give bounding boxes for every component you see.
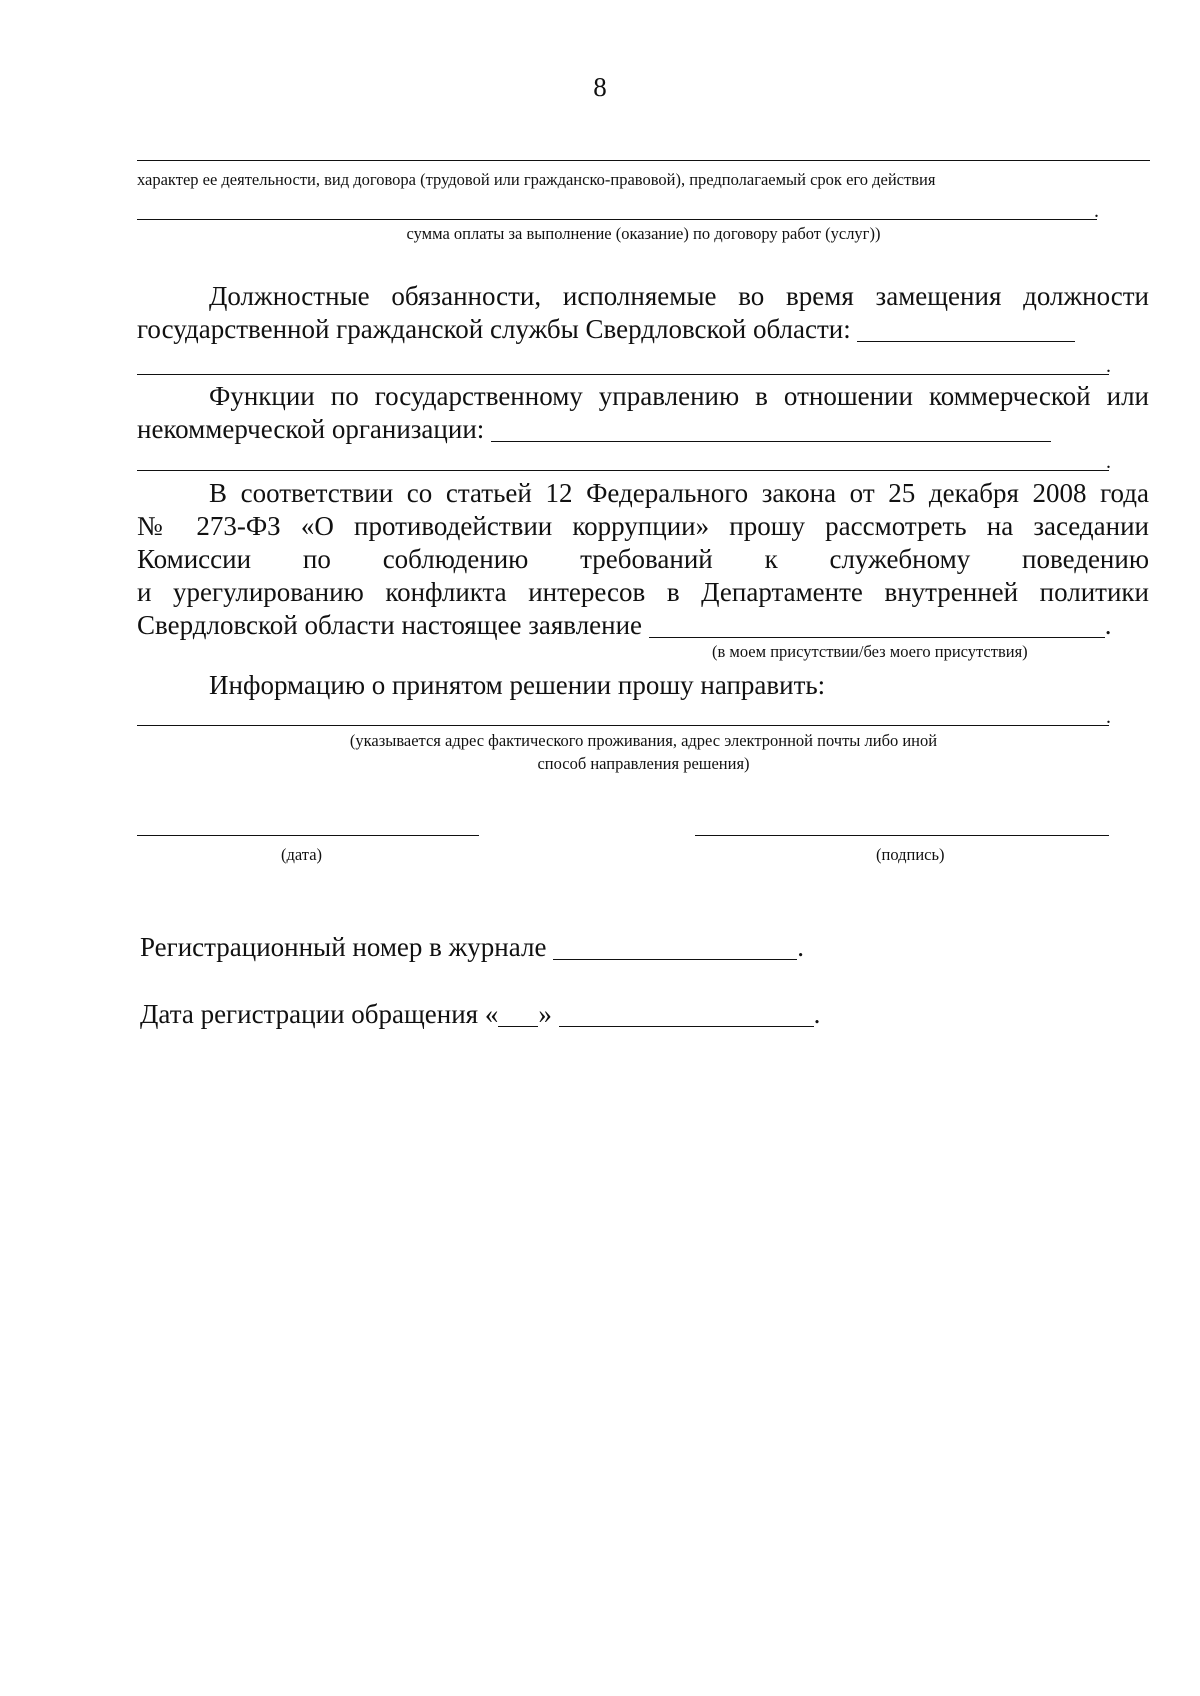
period-mark: . <box>1094 200 1099 222</box>
registration-date-blank <box>559 1002 814 1027</box>
signature-blank-line <box>695 835 1109 836</box>
info-line: Информацию о принятом решении прошу направить: <box>209 670 826 700</box>
functions-line-1: Функции по государственному управлению в отношении коммерческой или <box>209 381 1149 411</box>
presence-blank <box>649 613 1105 638</box>
request-line-3: Комиссии по соблюдению требований к служебному поведению <box>137 544 1149 574</box>
caption-signature: (подпись) <box>876 845 945 864</box>
functions-blank <box>491 417 1051 442</box>
functions-line-2: некоммерческой организации: <box>137 413 1051 446</box>
registration-number-blank <box>553 935 797 960</box>
caption-address-line-1: (указывается адрес фактического проживания, адрес электронной почты либо иной <box>349 731 938 750</box>
request-line-5: Свердловской области настоящее заявление . <box>137 610 1112 640</box>
request-line-1: В соответствии со статьей 12 Федерального закона от 25 декабря 2008 года <box>209 478 1149 508</box>
blank-line-functions <box>137 470 1109 471</box>
blank-line-contract-sum <box>137 219 1097 220</box>
registration-day-blank <box>498 1002 538 1027</box>
caption-presence: (в моем присутствии/без моего присутствия) <box>712 642 1028 661</box>
blank-line-contract-character <box>137 160 1150 161</box>
date-blank-line <box>137 835 479 836</box>
period-mark: . <box>1106 706 1111 728</box>
period-mark: . <box>1106 355 1111 377</box>
blank-line-info <box>137 725 1109 726</box>
request-line-4: и урегулированию конфликта интересов в Департаменте внутренней политики <box>137 577 1149 607</box>
caption-contract-sum: сумма оплаты за выполнение (оказание) по договору работ (услуг)) <box>406 224 881 243</box>
caption-address-line-2: способ направления решения) <box>537 754 750 773</box>
request-line-2: № 273-ФЗ «О противодействии коррупции» прошу рассмотреть на заседании <box>137 511 1149 541</box>
period-mark: . <box>1106 451 1111 473</box>
blank-line-duties <box>137 374 1109 375</box>
registration-number-line: Регистрационный номер в журнале . <box>140 932 804 962</box>
caption-date: (дата) <box>281 845 323 864</box>
duties-blank <box>857 317 1075 342</box>
duties-line-1: Должностные обязанности, исполняемые во время замещения должности <box>209 281 1149 311</box>
page-number: 8 <box>593 72 607 102</box>
duties-line-2: государственной гражданской службы Свердловской области: <box>137 313 1075 346</box>
caption-contract-character: характер ее деятельности, вид договора (трудовой или гражданско-правовой), предполагаемый срок его действия <box>137 170 936 189</box>
registration-date-line: Дата регистрации обращения « » . <box>140 999 821 1029</box>
